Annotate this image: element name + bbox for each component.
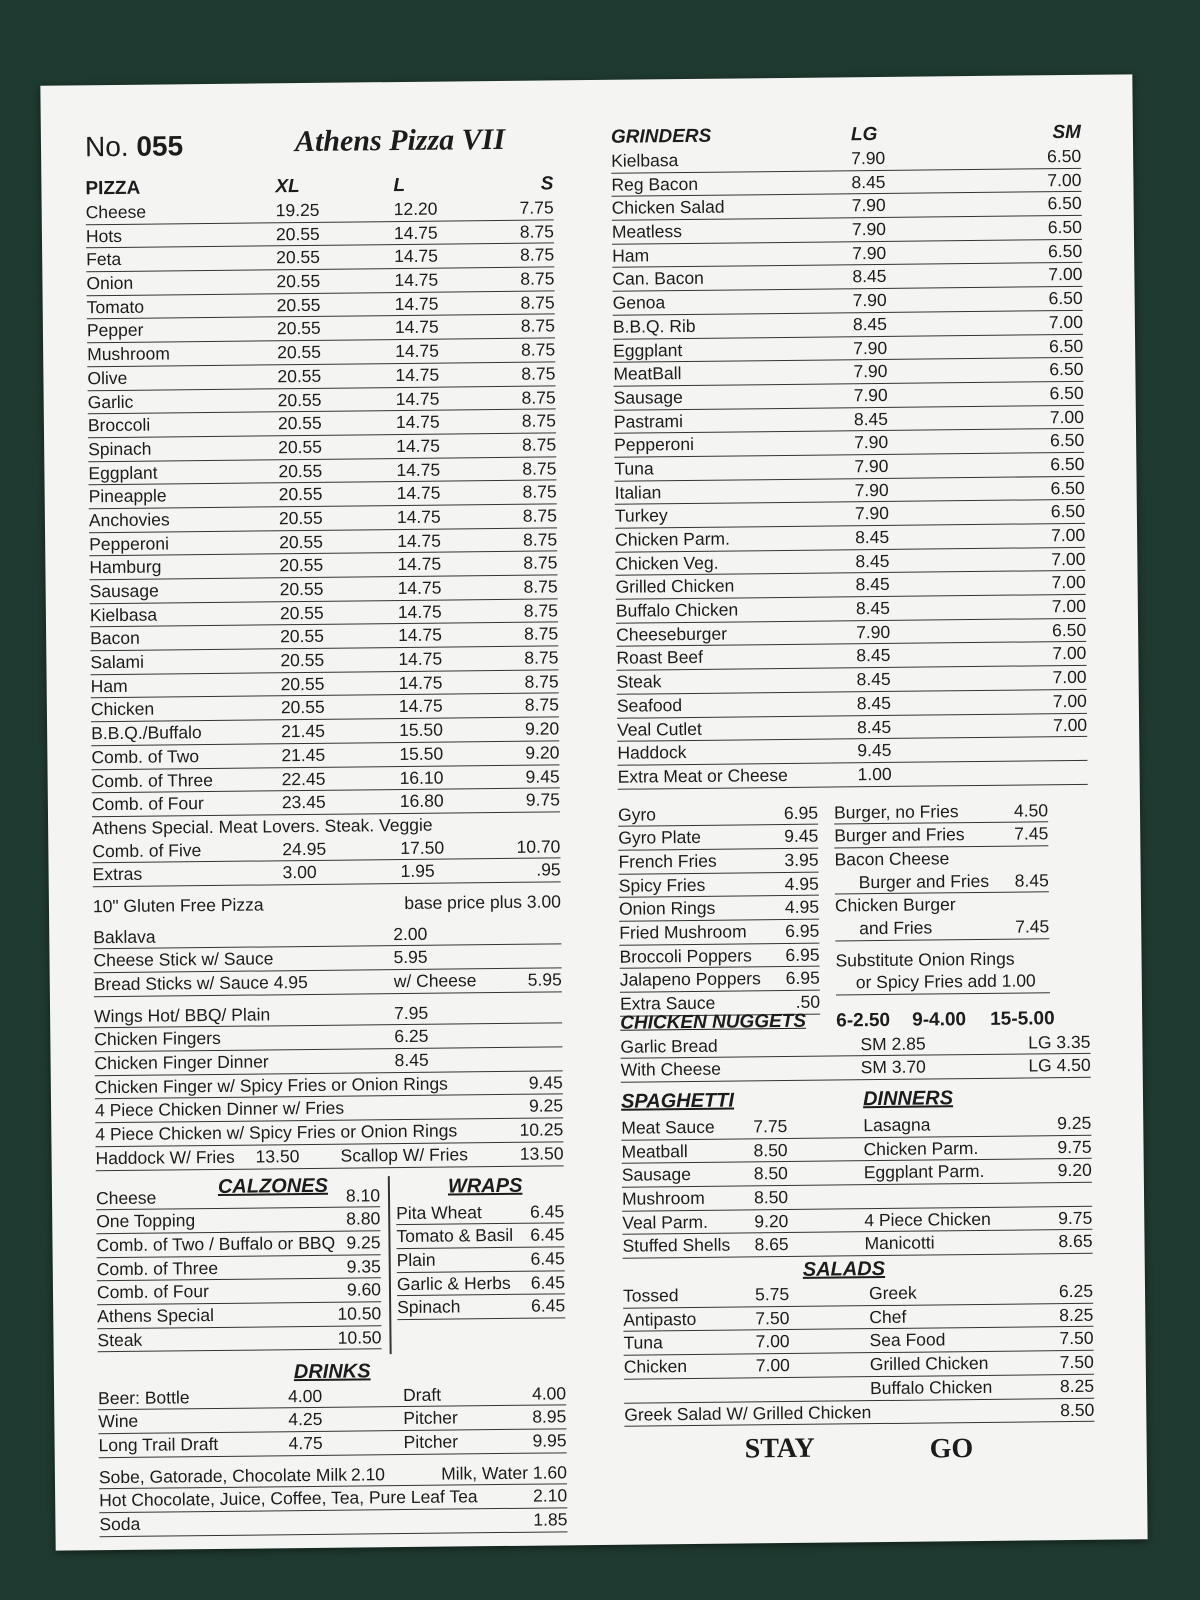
salad-row: Chicken 7.00 Grilled Chicken 7.50 [624,1351,1094,1380]
haddock-row: Haddock W/ Fries 13.50 Scallop W/ Fries 13.50 [95,1142,563,1171]
substitute-row-1: Substitute Onion Rings [835,948,1015,971]
pasta-row: Meat Sauce 7.75 Lasagna 9.25 [621,1112,1091,1141]
nuggets-title: CHICKEN NUGGETS [620,1010,807,1034]
pasta-row: Sausage 8.50 Eggplant Parm. 9.20 [622,1159,1092,1188]
col-xl: XL [275,176,300,198]
grinder-row: Turkey 7.90 6.50 [615,500,1085,529]
pasta-row: Stuffed Shells 8.65 Manicotti 8.65 [622,1230,1092,1259]
pizza-row: Pepper 20.55 14.75 8.75 [87,315,555,344]
stay-label: STAY [744,1432,815,1465]
drinks-title: DRINKS [293,1359,371,1383]
side-row: Gyro Plate 9.45 [618,825,818,851]
calzones-title: CALZONES [217,1174,329,1198]
grinder-row: Meatless 7.90 6.50 [612,216,1082,245]
burger-nofries-row: Burger, no Fries 4.50 [834,799,1048,825]
side-row: Onion Rings 4.95 [619,896,819,922]
pizza-row: Broccoli 20.55 14.75 8.75 [88,410,556,439]
col-lg: LG [850,123,878,146]
calzone-row: Comb. of Three 9.35 [97,1255,381,1282]
pizza-row: Garlic 20.55 14.75 8.75 [88,386,556,415]
salad-row: Buffalo Chicken 8.25 [624,1375,1094,1404]
pizza-title: PIZZA [85,177,141,200]
pizza-row: Salami 20.55 14.75 8.75 [90,646,558,675]
stay-go-footer [624,1422,1094,1467]
burger-fries-row: Burger and Fries 7.45 [834,822,1048,848]
calzone-row: Cheese 8.10 [96,1184,380,1211]
pasta-row: Veal Parm. 9.20 4 Piece Chicken 9.75 [622,1206,1092,1235]
side-row: French Fries 3.95 [618,849,818,875]
pizza-row: Bacon 20.55 14.75 8.75 [90,623,558,652]
wraps-title: WRAPS [447,1174,523,1198]
grinder-row: Cheeseburger 7.90 6.50 [616,619,1086,648]
menu-number: No. 055 [84,130,184,163]
calzone-row: Comb. of Four 9.60 [97,1279,381,1306]
pizza-row: Feta 20.55 14.75 8.75 [86,244,554,273]
restaurant-title: Athens Pizza VII [294,122,506,159]
side-row: Broccoli Poppers 6.95 [619,943,819,969]
baklava-row: Baklava 2.00 [93,921,561,950]
left-column [85,120,568,1536]
chicken-fingers-row: Chicken Fingers 6.25 [94,1024,562,1053]
grinder-row: Buffalo Chicken 8.45 7.00 [616,595,1086,624]
pizza-row: Pepperoni 20.55 14.75 8.75 [89,528,557,557]
soda-row: Soda 1.85 [99,1508,567,1537]
calzone-row: Athens Special 10.50 [97,1302,381,1329]
salad-row: Antipasto 7.50 Chef 8.25 [623,1304,1093,1333]
sides-section [617,798,1090,1014]
side-row: Fried Mushroom 6.95 [619,920,819,946]
four-piece-spicy-row: 4 Piece Chicken w/ Spicy Fries or Onion Rings 10.25 [95,1118,563,1147]
grinder-row: Veal Cutlet 8.45 7.00 [617,713,1087,742]
side-row: Gyro 6.95 [618,801,818,827]
divider [388,1176,392,1354]
wrap-row: Plain 6.45 [397,1247,565,1272]
pizza-row: Kielbasa 20.55 14.75 8.75 [90,599,558,628]
wings-row: Wings Hot/ BBQ/ Plain 7.95 [94,1000,562,1029]
calzones-wraps [96,1174,566,1357]
salad-row: Tossed 5.75 Greek 6.25 [623,1280,1093,1309]
gluten-free-row: 10" Gluten Free Pizza base price plus 3.00 [92,891,562,917]
grinder-row: Seafood 8.45 7.00 [617,690,1087,719]
dinners-title: DINNERS [862,1087,954,1111]
pizza-row: Onion 20.55 14.75 8.75 [86,267,554,296]
pizza-row: Comb. of Three 22.45 16.10 9.45 [92,765,560,794]
finger-fries-row: Chicken Finger w/ Spicy Fries or Onion Rings 9.45 [95,1071,563,1100]
grinder-row: Grilled Chicken 8.45 7.00 [616,571,1086,600]
grinder-row: Reg Bacon 8.45 7.00 [611,169,1081,198]
grinder-row: Kielbasa 7.90 6.50 [611,145,1081,174]
bread-sticks-row: Bread Sticks w/ Sauce 4.95 w/ Cheese 5.95 [94,968,562,997]
pizza-row: Olive 20.55 14.75 8.75 [87,362,555,391]
pizza-row: Comb. of Four 23.45 16.80 9.75 [92,789,560,818]
col-l: L [393,174,406,197]
wrap-row: Garlic & Herbs 6.45 [397,1271,565,1296]
grinder-row: Italian 7.90 6.50 [615,476,1085,505]
pizza-special-note: Athens Special. Meat Lovers. Steak. Veggie [92,814,433,839]
pizza-row: Chicken 20.55 14.75 8.75 [91,694,559,723]
four-piece-row: 4 Piece Chicken Dinner w/ Fries 9.25 [95,1095,563,1124]
salads-title: SALADS [802,1258,886,1281]
menu-header [85,120,554,177]
right-column [611,115,1095,1467]
grinder-row: Pepperoni 7.90 6.50 [614,429,1084,458]
grinders-title: GRINDERS [610,125,712,148]
grinder-row: Steak 8.45 7.00 [617,666,1087,695]
drink-row: Wine 4.25 Pitcher 8.95 [98,1406,566,1435]
calzone-row: Comb. of Two / Buffalo or BBQ 9.25 [96,1231,380,1258]
salads-table [623,1280,1094,1403]
pizza-row: Comb. of Two 21.45 15.50 9.20 [91,741,559,770]
cheese-stick-row: Cheese Stick w/ Sauce 5.95 [93,945,561,974]
grinder-row: Tuna 7.90 6.50 [614,453,1084,482]
pizza-row: Mushroom 20.55 14.75 8.75 [87,339,555,368]
pasta-row: Meatball 8.50 Chicken Parm. 9.75 [621,1135,1091,1164]
grinder-row: Chicken Parm. 8.45 7.00 [615,524,1085,553]
chicken-burger-fries-row: and Fries 7.45 [835,915,1049,941]
garlic-bread-row: Garlic Bread SM 2.85 LG 3.35 [620,1030,1090,1059]
grinder-row: Chicken Salad 7.90 6.50 [612,192,1082,221]
pizza-row: Cheese 19.25 12.20 7.75 [86,196,554,225]
pizza-row: Eggplant 20.55 14.75 8.75 [88,457,556,486]
finger-dinner-row: Chicken Finger Dinner 8.45 [94,1047,562,1076]
wrap-row: Tomato & Basil 6.45 [396,1224,564,1249]
substitute-row-2: or Spicy Fries add 1.00 [836,970,1050,996]
go-label: GO [929,1433,974,1465]
drink-row: Long Trail Draft 4.75 Pitcher 9.95 [98,1429,566,1458]
bacon-cheese-row: Bacon Cheese [834,848,950,870]
grinder-row: Haddock 9.45 [617,737,1087,766]
grinder-row: B.B.Q. Rib 8.45 7.00 [613,311,1083,340]
pizza-row: Ham 20.55 14.75 8.75 [91,670,559,699]
hot-drinks-row: Hot Chocolate, Juice, Coffee, Tea, Pure Leaf Tea 2.10 [99,1485,567,1514]
pizza-row: Hots 20.55 14.75 8.75 [86,220,554,249]
grinder-row: Chicken Veg. 8.45 7.00 [615,548,1085,577]
grinder-row: Sausage 7.90 6.50 [614,382,1084,411]
pizza-row: Tomato 20.55 14.75 8.75 [87,291,555,320]
pizza-row: Extras 3.00 1.95 .95 [93,859,561,888]
col-sm: SM [1052,121,1082,144]
sobe-row: Sobe, Gatorade, Chocolate Milk 2.10 Milk, Water 1.60 [99,1461,567,1490]
pizza-row: Hamburg 20.55 14.75 8.75 [89,552,557,581]
grinder-row: MeatBall 7.90 6.50 [613,358,1083,387]
side-row: Jalapeno Poppers 6.95 [620,967,820,993]
grinder-row: Can. Bacon 8.45 7.00 [612,263,1082,292]
pizza-row: Spinach 20.55 14.75 8.75 [88,433,556,462]
spaghetti-dinners-table [621,1112,1092,1259]
chicken-burger-row: Chicken Burger [834,894,956,916]
drinks-table [98,1382,567,1458]
drink-row: Beer: Bottle 4.00 Draft 4.00 [98,1382,566,1411]
greek-grilled-row: Greek Salad W/ Grilled Chicken 8.50 [624,1398,1094,1427]
pizza-table-extra [92,835,560,887]
grinder-row: Eggplant 7.90 6.50 [613,334,1083,363]
pizza-row: Sausage 20.55 14.75 8.75 [90,575,558,604]
bacon-cheese-fries-row: Burger and Fries 8.45 [835,869,1049,895]
grinder-row: Genoa 7.90 6.50 [613,287,1083,316]
pizza-row: Pineapple 20.55 14.75 8.75 [89,481,557,510]
salad-row: Tuna 7.00 Sea Food 7.50 [623,1327,1093,1356]
calzone-row: Steak 10.50 [97,1326,381,1353]
grinder-row: Roast Beef 8.45 7.00 [616,642,1086,671]
side-row: Extra Sauce .50 [620,991,820,1017]
pizza-row: B.B.Q./Buffalo 21.45 15.50 9.20 [91,717,559,746]
calzone-row: One Topping 8.80 [96,1207,380,1234]
pizza-row: Comb. of Five 24.95 17.50 10.70 [92,835,560,864]
calzones-section [96,1176,382,1353]
grinder-row: Pastrami 8.45 7.00 [614,405,1084,434]
side-row: Spicy Fries 4.95 [619,872,819,898]
menu-sheet [40,74,1147,1550]
wrap-row: Pita Wheat 6.45 [396,1200,564,1225]
nuggets-row: CHICKEN NUGGETS 6-2.50 9-4.00 15-5.00 [620,1007,1055,1034]
grinder-row: Ham 7.90 6.50 [612,240,1082,269]
pasta-row: Mushroom 8.50 [622,1183,1092,1212]
pizza-table [86,196,560,817]
col-s: S [540,173,554,195]
grinder-row: Extra Meat or Cheese 1.00 [618,761,1088,790]
pizza-row: Anchovies 20.55 14.75 8.75 [89,504,557,533]
with-cheese-row: With Cheese SM 3.70 LG 4.50 [621,1054,1091,1083]
grinders-table [611,145,1088,789]
wraps-section [396,1174,566,1320]
spaghetti-title: SPAGHETTI [620,1089,735,1113]
wrap-row: Spinach 6.45 [397,1295,565,1320]
